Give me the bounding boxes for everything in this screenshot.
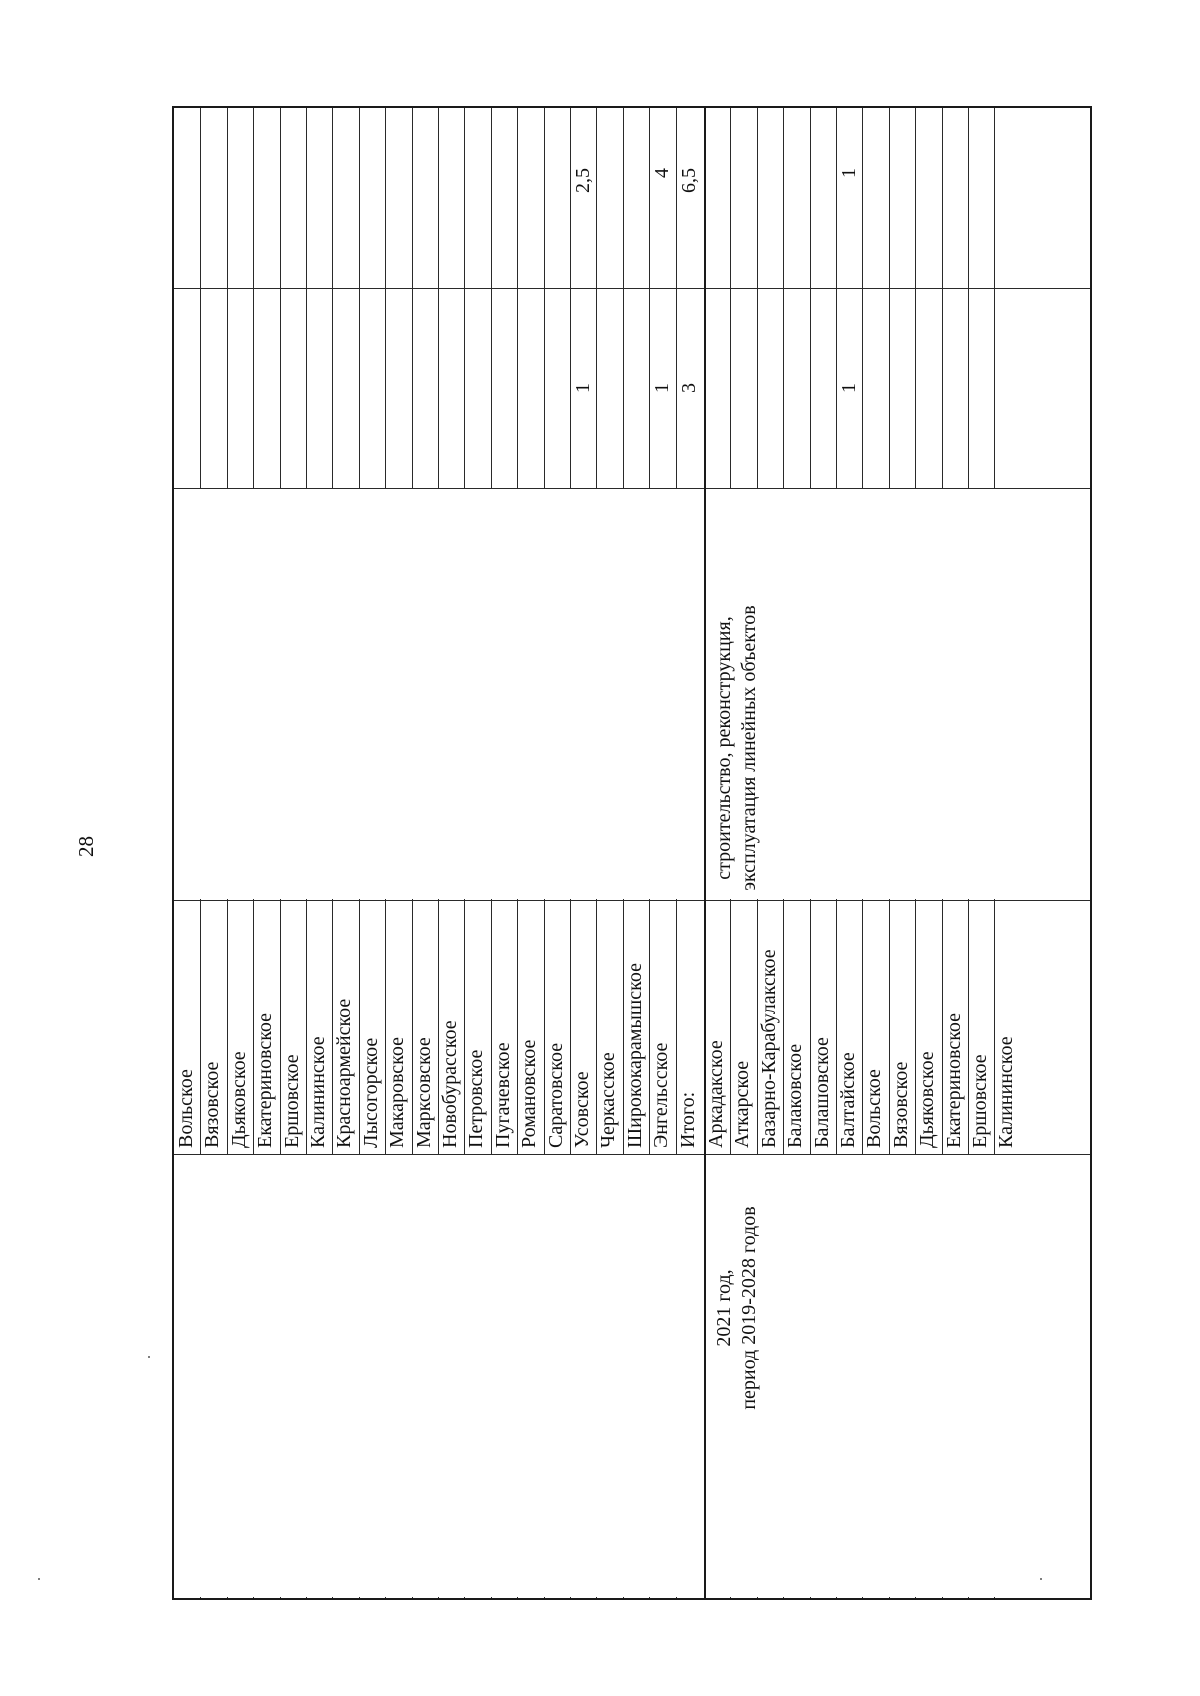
row-name: Калининское — [995, 1036, 1018, 1148]
row-name: Вязовское — [201, 1061, 224, 1148]
row-name: Калининское — [307, 1036, 329, 1148]
row-count: 1 — [838, 383, 861, 393]
row-name: Марксовское — [412, 1037, 435, 1148]
row-name: Ширококарамышское — [623, 963, 646, 1148]
row-name: Итого: — [676, 1091, 699, 1148]
scan-speck — [38, 1578, 40, 1580]
row-name: Пугачевское — [491, 1042, 514, 1148]
row-value: 6,5 — [677, 168, 700, 193]
row-name: Новобурасское — [439, 1020, 461, 1148]
column-separator — [174, 288, 1090, 289]
row-name: Вязовское — [889, 1061, 912, 1148]
activity-line-2: эксплуатация линейных объектов — [738, 605, 760, 891]
page-number: 28 — [74, 836, 98, 857]
row-name: Базарно-Карабулакское — [757, 949, 780, 1148]
row-name: Дьяковское — [227, 1051, 250, 1148]
row-name: Балашовское — [810, 1037, 833, 1148]
scan-speck — [1040, 1578, 1042, 1580]
row-value: 1 — [838, 168, 861, 178]
merged-activity-area — [175, 489, 1089, 899]
row-count: 1 — [651, 383, 674, 393]
column-separator — [174, 900, 1090, 901]
activity-line-1: строительство, реконструкция, — [713, 616, 735, 880]
row-value: 4 — [651, 168, 674, 178]
row-name: Лысогорское — [359, 1037, 382, 1148]
row-count: 3 — [677, 383, 700, 393]
row-name: Аркадакское — [705, 1040, 727, 1148]
row-name: Петровское — [465, 1049, 488, 1148]
row-name: Вольское — [863, 1069, 886, 1148]
row-name: Аткарское — [731, 1060, 754, 1148]
row-name: Красноармейское — [333, 998, 356, 1148]
row-name: Вольское — [175, 1069, 197, 1148]
period-line-2: период 2019-2028 годов — [738, 1206, 760, 1410]
row-name: Ершовское — [969, 1054, 991, 1148]
row-name: Дьяковское — [916, 1051, 939, 1148]
merged-period-area — [175, 1155, 1089, 1597]
column-separator — [174, 1154, 1090, 1155]
row-name: Екатериновское — [942, 1012, 965, 1148]
data-table — [172, 106, 1092, 1600]
row-name: Ершовское — [280, 1054, 303, 1148]
activity-cell — [712, 568, 764, 928]
period-cell — [712, 1158, 764, 1458]
row-value: 2,5 — [572, 168, 595, 193]
period-line-1: 2021 год, — [713, 1269, 735, 1347]
section-separator — [704, 108, 706, 1598]
row-name: Энгельсское — [650, 1042, 673, 1148]
scan-speck — [148, 1356, 150, 1358]
row-name: Макаровское — [386, 1037, 409, 1148]
row-name: Екатериновское — [254, 1012, 277, 1148]
row-name: Романовское — [518, 1039, 541, 1148]
row-name: Балаковское — [784, 1043, 807, 1148]
row-name: Усовское — [571, 1071, 593, 1148]
row-name: Черкасское — [597, 1052, 620, 1148]
row-count: 1 — [572, 383, 595, 393]
row-name: Балтайское — [837, 1052, 859, 1148]
row-name: Саратовское — [544, 1042, 567, 1148]
